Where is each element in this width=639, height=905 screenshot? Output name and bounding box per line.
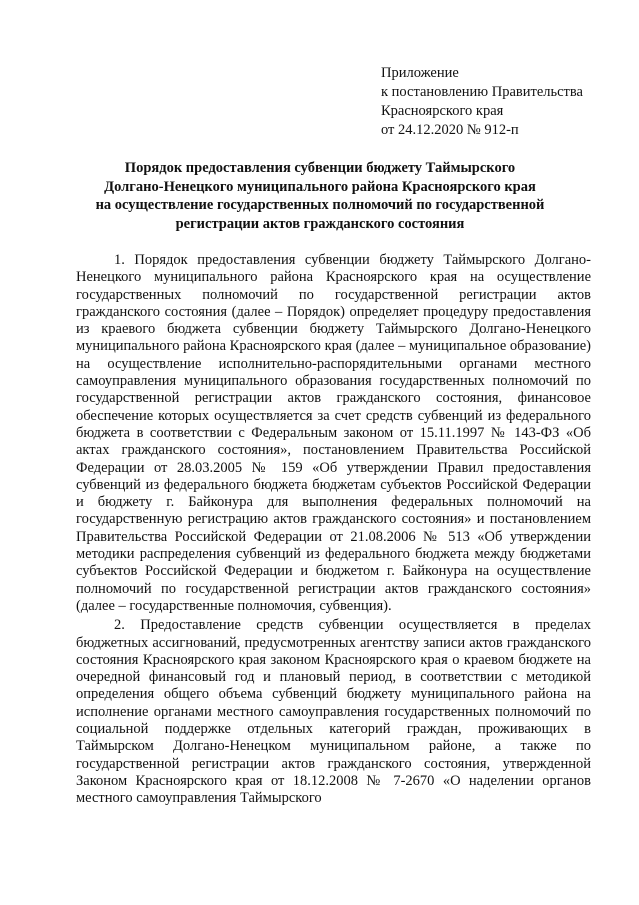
appendix-block — [381, 64, 583, 140]
appendix-line: Приложение — [381, 65, 459, 81]
appendix-line: Красноярского края — [381, 103, 504, 119]
title-line: Порядок предоставления субвенции бюджету Таймырского — [124, 160, 516, 176]
title-line: регистрации актов гражданского состояния — [175, 215, 465, 232]
document-title — [60, 159, 580, 233]
title-line: на осуществление государственных полномочий по государственной — [95, 197, 545, 213]
paragraph-1: 1. Порядок предоставления субвенции бюджету Таймырского Долгано-Ненецкого муниципального района Красноярского края на осуществление государственных полномочий по государственной регистрации актов гражданского состояния (далее – Порядок) определяет процедуру предоставления из краевого бюджета субвенции бюджету Таймырского Долгано-Ненецкого муниципального района Красноярского края (далее – муниципальное образование) на осуществление исполнительно-распорядительными органами местного самоуправления муниципального образования государственных полномочий по государственной регистрации актов гражданского состояния, финансовое обеспечение которых осуществляется за счет средств субвенций из федерального бюджета в соответствии с Федеральным законом от 15.11.1997 № 143-ФЗ «Об актах гражданского состояния», постановлением Правительства Российской Федерации от 28.03.2005 № 159 «Об утверждении Правил предоставления субвенций из федерального бюджета бюджетам субъектов Российской Федерации и бюджету г. Байконура для выполнения федеральных полномочий на государственную регистрацию актов гражданского состояния» и постановлением Правительства Российской Федерации от 21.08.2006 № 513 «Об утверждении методики распределения субвенций из федерального бюджета между бюджетами субъектов Российской Федерации и бюджетом г. Байконура на осуществление полномочий по государственной регистрации актов гражданского состояния» (далее – государственные полномочия, субвенция). — [76, 252, 591, 614]
appendix-line: к постановлению Правительства — [381, 84, 583, 100]
title-line: Долгано-Ненецкого муниципального района Красноярского края — [104, 178, 536, 195]
appendix-line: от 24.12.2020 № 912-п — [381, 122, 519, 138]
paragraph-2: 2. Предоставление средств субвенции осуществляется в пределах бюджетных ассигнований, предусмотренных агентству записи актов гражданского состояния Красноярского края законом Красноярского края о краевом бюджете на очередной финансовый год и плановый период, в соответствии с методикой определения общего объема субвенций бюджету муниципального района на исполнение органами местного самоуправления государственных полномочий по социальной поддержке отдельных категорий граждан, проживающих в Таймырском Долгано-Ненецком муниципальном районе, а также по государственной регистрации актов гражданского состояния, утвержденной Законом Красноярского края от 18.12.2008 № 7-2670 «О наделении органов местного самоуправления Таймырского — [76, 617, 591, 807]
document-body — [76, 252, 591, 808]
